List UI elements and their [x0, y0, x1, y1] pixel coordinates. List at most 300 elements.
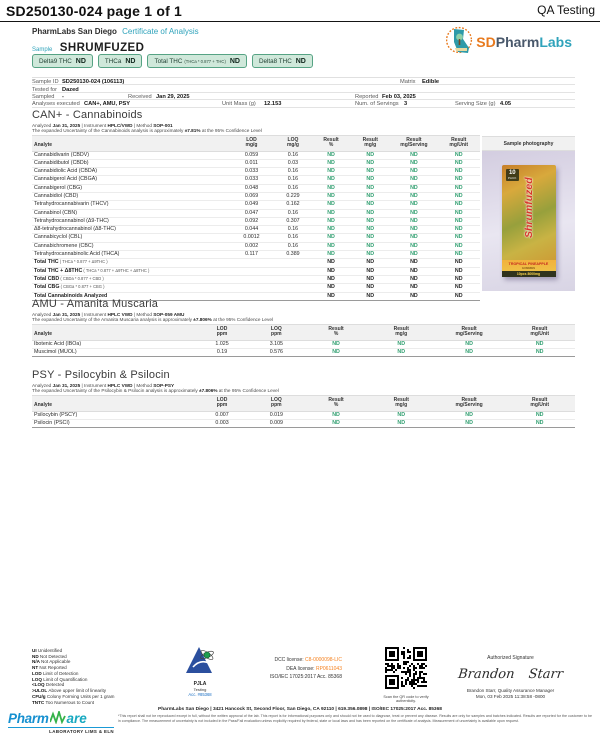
result-cell: 0.03 — [274, 159, 312, 167]
pjla-sub: Testing — [193, 687, 207, 692]
analyte-name: Cannabidibutol (CBDb) — [32, 159, 229, 167]
pjla-accreditation — [168, 645, 232, 697]
analyte-name: Total THC + Δ8THC ( THCa * 0.877 + Δ9THC + Δ8THC ) — [32, 267, 229, 275]
uncertainty-post: at the 95% Confidence Level — [217, 388, 279, 393]
section-uncertainty — [32, 388, 575, 393]
result-cell: 0.0012 — [229, 234, 274, 242]
sample-info-row — [32, 93, 575, 100]
result-cell: 0.389 — [274, 251, 312, 259]
legend-abbr: TNTC — [32, 699, 46, 705]
result-cell: 0.033 — [229, 168, 274, 176]
thc-badge — [147, 54, 246, 68]
table-row — [32, 411, 575, 419]
table-row — [32, 192, 480, 200]
dcc-license-line — [246, 656, 342, 665]
legend-abbr: CFU/g — [32, 693, 47, 699]
result-cell: ND — [350, 184, 390, 192]
thc-badges — [32, 54, 313, 68]
badge-value: ND — [229, 57, 240, 65]
analyte-name: Total Cannabinoids Analyzed — [32, 292, 229, 300]
table-row — [32, 217, 480, 225]
result-cell: ND — [390, 159, 437, 167]
badge-value: ND — [295, 57, 306, 65]
legend-abbr: NT — [32, 665, 40, 671]
legend-desc: Unidentified — [37, 648, 63, 653]
section-cannabinoids — [32, 109, 480, 301]
table-row — [32, 275, 480, 283]
result-cell: ND — [312, 275, 350, 283]
result-cell: ND — [437, 284, 480, 292]
result-cell: ND — [437, 234, 480, 242]
result-cell: 0.002 — [229, 242, 274, 250]
result-cell: 0.047 — [229, 209, 274, 217]
result-cell: ND — [312, 226, 350, 234]
legend-desc: Detected — [45, 682, 65, 688]
result-cell: ND — [437, 151, 480, 159]
meta-part: Analyzed — [32, 311, 53, 317]
result-cell: ND — [434, 348, 505, 356]
result-cell: 3.105 — [249, 340, 303, 348]
result-cell: ND — [437, 176, 480, 184]
table-row — [32, 226, 480, 234]
result-cell — [274, 259, 312, 267]
analyte-name: Total CBD ( CBDa * 0.877 + CBD ) — [32, 275, 229, 283]
result-cell: ND — [437, 275, 480, 283]
result-cell: 0.16 — [274, 168, 312, 176]
qr-code — [376, 647, 436, 694]
unit-mass-label: Unit Mass (g) — [222, 101, 256, 108]
result-cell: ND — [312, 176, 350, 184]
header-divider — [0, 21, 600, 22]
uncertainty-post: at the 95% Confidence Level — [211, 317, 274, 322]
result-cell: ND — [390, 259, 437, 267]
sample-id-value: SD250130-024 (106113) — [62, 79, 125, 86]
result-cell: ND — [312, 168, 350, 176]
result-cell: ND — [350, 226, 390, 234]
result-cell: 1.025 — [195, 340, 249, 348]
result-cell: ND — [390, 184, 437, 192]
result-cell: ND — [312, 251, 350, 259]
result-cell: ND — [303, 348, 368, 356]
result-cell: ND — [437, 201, 480, 209]
analyte-formula: ( THCa * 0.877 + Δ9THC + Δ8THC ) — [82, 267, 150, 273]
meta-part: SOP-PSY — [153, 382, 175, 388]
result-cell: ND — [437, 259, 480, 267]
result-cell: 0.009 — [249, 419, 303, 427]
product-photo — [482, 151, 575, 291]
analyte-name: Cannabichromene (CBC) — [32, 242, 229, 250]
pharmware-are: are — [66, 711, 87, 726]
servings-label: Num. of Servings — [355, 101, 399, 108]
result-cell: ND — [312, 242, 350, 250]
result-cell: ND — [437, 251, 480, 259]
result-cell: 0.229 — [274, 192, 312, 200]
table-row — [32, 348, 575, 356]
result-cell: ND — [504, 340, 575, 348]
result-cell: ND — [369, 419, 434, 427]
signature-script: Brandon Starr — [457, 667, 564, 682]
logo-sd: SD — [476, 33, 496, 50]
result-cell: 0.003 — [195, 419, 249, 427]
uncertainty-pre: The expanded Uncertainty of the Cannabinoids analysis is approximately — [32, 128, 185, 133]
pharmware-pulse-icon — [50, 711, 66, 724]
legend-desc: Not Reported — [39, 665, 67, 671]
analyte-name: Psilocybin (PSCY) — [32, 411, 195, 419]
analyte-name: Ibotenic Acid (IBOa) — [32, 340, 195, 348]
result-cell: 0.059 — [229, 151, 274, 159]
result-cell: ND — [312, 259, 350, 267]
lab-address-line: PharmLabs San Diego | 3421 Hancock St, Second Floor, San Diego, CA 92110 | 619.356.0898 | ISO/IEC 17025:2017 Acc. 85368 — [158, 707, 442, 712]
uncertainty-post: at the 95% Confidence Level — [200, 128, 262, 133]
tested-for-value: Dazed — [62, 86, 79, 93]
result-cell: ND — [434, 419, 505, 427]
result-cell: ND — [312, 217, 350, 225]
sample-id-label: Sample ID — [32, 79, 59, 86]
analyte-formula: ( THCa * 0.877 + Δ9THC ) — [58, 259, 108, 265]
result-cell: 0.033 — [229, 176, 274, 184]
result-cell: ND — [350, 267, 390, 275]
column-header: Result mg/Serving — [434, 325, 505, 341]
table-row — [32, 267, 480, 275]
dcc-license-label: DCC license: — [274, 657, 304, 663]
legend-desc: Too Numerous to Count — [45, 699, 95, 705]
section-title: CAN+ - Cannabinoids — [32, 109, 143, 121]
result-cell — [274, 284, 312, 292]
meta-part: Analyzed — [32, 122, 53, 128]
column-header: LOQ mg/g — [274, 136, 312, 152]
badge-formula: (THCa * 0.877 + THC) — [184, 58, 226, 64]
result-cell: ND — [390, 201, 437, 209]
certificate-of-analysis-label: Certificate of Analysis — [122, 27, 199, 36]
iso-accreditation-line: ISO/IEC 17025:2017 Acc. 85368 — [269, 674, 342, 680]
result-cell: ND — [390, 209, 437, 217]
result-cell: ND — [350, 292, 390, 300]
result-cell: 0.092 — [229, 217, 274, 225]
lab-title-line — [32, 27, 199, 36]
tested-for-label: Tested for — [32, 86, 57, 93]
badge-label: THCa — [104, 57, 122, 65]
result-cell — [229, 275, 274, 283]
result-cell: ND — [390, 284, 437, 292]
qr-caption: Scan the QR code to verify authenticity. — [383, 695, 429, 703]
analyte-name: Muscimol (MUOL) — [32, 348, 195, 356]
result-cell: ND — [350, 275, 390, 283]
column-header: LOD mg/g — [229, 136, 274, 152]
sample-photography-panel — [482, 136, 575, 291]
signature-datetime: Mon, 03 Feb 2025 11:38:58 -0800 — [475, 694, 546, 699]
result-cell: ND — [303, 419, 368, 427]
sample-label: Sample — [32, 47, 53, 53]
table-row — [32, 159, 480, 167]
analyte-name: Δ8-tetrahydrocannabinol (Δ8-THC) — [32, 226, 229, 234]
result-cell: ND — [437, 217, 480, 225]
analyte-name: Cannabidiol (CBD) — [32, 192, 229, 200]
product-package — [502, 165, 556, 277]
analyte-name: Cannabidivarin (CBDV) — [32, 151, 229, 159]
result-cell — [274, 275, 312, 283]
column-header: Result mg/g — [369, 325, 434, 341]
table-header-row — [32, 136, 480, 152]
photo-column-header: Sample photography — [482, 136, 575, 151]
result-cell: ND — [312, 267, 350, 275]
reported-value: Feb 03, 2025 — [382, 93, 416, 100]
column-header: LOQ ppm — [249, 396, 303, 412]
analyses-label: Analyses executed — [32, 101, 80, 108]
result-cell: ND — [504, 348, 575, 356]
result-cell: ND — [437, 159, 480, 167]
result-cell: ND — [390, 192, 437, 200]
package-flavor-band — [502, 260, 556, 278]
pharmware-logo — [8, 711, 114, 734]
table-row — [32, 176, 480, 184]
meta-part: HPLC VWD — [107, 311, 133, 317]
thc-badge — [98, 54, 143, 68]
result-cell: ND — [350, 242, 390, 250]
result-cell: 0.019 — [249, 411, 303, 419]
analyses-value: CAN+, AMU, PSY — [84, 101, 131, 108]
badge-value: ND — [75, 57, 86, 65]
pjla-accreditation-number: Acc. #85368 — [188, 692, 212, 697]
unit-mass-value: 12.153 — [264, 101, 282, 108]
result-cell: ND — [350, 159, 390, 167]
table-row — [32, 242, 480, 250]
sdpharmlabs-logo — [446, 26, 572, 57]
result-cell: ND — [350, 217, 390, 225]
result-cell: ND — [303, 340, 368, 348]
result-cell — [229, 259, 274, 267]
legend-abbr: ND — [32, 653, 40, 659]
matrix-value: Edible — [422, 79, 440, 86]
result-cell: 0.16 — [274, 176, 312, 184]
legend-abbr: LOD — [32, 670, 43, 676]
signature-block — [438, 655, 583, 699]
meta-part: | Method — [132, 122, 154, 128]
serving-size-label: Serving Size (g) — [455, 101, 496, 108]
matrix-label: Matrix — [400, 79, 416, 86]
qr-block — [376, 647, 436, 703]
result-cell: ND — [312, 201, 350, 209]
pharmware-subtitle: LABORATORY LIMS & ELN — [49, 729, 114, 734]
result-cell: ND — [312, 209, 350, 217]
result-cell: ND — [312, 192, 350, 200]
result-cell: 0.16 — [274, 151, 312, 159]
serving-size-value: 4.05 — [500, 101, 512, 108]
doc-id: SD250130-024 page 1 of 1 — [6, 3, 183, 19]
reported-label: Reported — [355, 93, 379, 100]
badge-label: Delta9 THC — [39, 57, 72, 65]
result-cell: ND — [390, 267, 437, 275]
result-cell: ND — [434, 411, 505, 419]
table-row — [32, 201, 480, 209]
section-uncertainty — [32, 317, 575, 322]
column-header: Result mg/Unit — [437, 136, 480, 152]
meta-part: Jan 31, 2025 — [52, 311, 81, 317]
result-cell: ND — [350, 259, 390, 267]
result-cell: ND — [437, 184, 480, 192]
column-header: Result % — [303, 325, 368, 341]
logo-pharm: Pharm — [495, 33, 540, 50]
table-row — [32, 284, 480, 292]
received-label: Received — [128, 93, 152, 100]
analyte-name: Tetrahydrocannabivarin (THCV) — [32, 201, 229, 209]
result-cell: ND — [504, 419, 575, 427]
uncertainty-pre: The expanded Uncertainty of the Psilocybin & Psilocin analysis is approximately — [32, 388, 200, 393]
meta-part: | Instrument — [80, 311, 108, 317]
section-title: AMU - Amanita Muscaria — [32, 298, 159, 310]
result-cell: 0.16 — [274, 226, 312, 234]
result-cell: ND — [390, 217, 437, 225]
section-amanita-muscaria — [32, 298, 575, 357]
result-cell: 0.16 — [274, 234, 312, 242]
legend-desc: Limit of Quantification — [43, 676, 88, 682]
package-flavor: TROPICAL PINEAPPLE — [508, 261, 549, 266]
result-cell: ND — [350, 176, 390, 184]
sample-name: SHRUMFUZED — [59, 42, 145, 54]
table-row — [32, 151, 480, 159]
section-psilocybin — [32, 369, 575, 428]
result-cell: ND — [312, 234, 350, 242]
result-cell: ND — [312, 184, 350, 192]
signer-name-title: Brandon Starr, Quality Assurance Manager — [466, 688, 555, 693]
table-header-row — [32, 396, 575, 412]
result-cell: 0.007 — [195, 411, 249, 419]
analyte-name: Total THC ( THCa * 0.877 + Δ9THC ) — [32, 259, 229, 267]
result-cell: ND — [437, 168, 480, 176]
result-cell: ND — [437, 192, 480, 200]
result-cell: ND — [390, 251, 437, 259]
column-header: Analyte — [32, 325, 195, 341]
meta-part: | Method — [132, 311, 154, 317]
legend-desc: Limit of Detection — [42, 670, 79, 676]
sampled-label: Sampled — [32, 93, 55, 100]
qa-testing-label: QA Testing — [537, 3, 595, 17]
pharmware-wordmark — [8, 711, 114, 728]
result-cell: ND — [350, 234, 390, 242]
result-cell: ND — [390, 275, 437, 283]
legend-abbr: <LOQ — [32, 682, 46, 688]
analyte-formula: ( CBGa * 0.877 + CBG ) — [59, 284, 105, 290]
meta-part: SOP-059 AMU — [153, 311, 185, 317]
column-header: Result mg/Unit — [504, 325, 575, 341]
analyte-name: Total CBG ( CBGa * 0.877 + CBG ) — [32, 284, 229, 292]
legend-abbr: N/A — [32, 659, 42, 665]
sample-info-row — [32, 85, 575, 92]
result-cell: ND — [350, 168, 390, 176]
received-value: Jan 29, 2025 — [156, 93, 190, 100]
table-row — [32, 168, 480, 176]
result-cell: ND — [390, 242, 437, 250]
meta-part: HPLC VWD — [107, 382, 133, 388]
badge-label: Total THC — [154, 57, 183, 65]
legend-desc: Above upper limit of linearity — [48, 688, 107, 694]
result-cell: ND — [303, 411, 368, 419]
pjla-logo-icon — [183, 645, 217, 675]
column-header: LOD ppm — [195, 396, 249, 412]
legend-item — [32, 700, 114, 706]
analyte-name: Cannabigerol (CBG) — [32, 184, 229, 192]
meta-part: | Method — [132, 382, 154, 388]
result-cell — [229, 284, 274, 292]
result-cell: ND — [390, 168, 437, 176]
pharmware-pharm: Pharm — [8, 711, 49, 726]
result-cell: ND — [350, 192, 390, 200]
legend-desc: Not Detected — [39, 653, 67, 659]
section-title: PSY - Psilocybin & Psilocin — [32, 369, 170, 381]
authorized-signature-label: Authorized Signature — [487, 655, 534, 661]
result-cell: ND — [437, 292, 480, 300]
meta-part: Jan 31, 2025 — [52, 122, 81, 128]
column-header: LOD ppm — [195, 325, 249, 341]
result-cell: ND — [504, 411, 575, 419]
column-header: Analyte — [32, 396, 195, 412]
analyte-formula: ( CBDa * 0.877 + CBD ) — [59, 275, 104, 281]
section-meta — [32, 383, 575, 388]
meta-part: Analyzed — [32, 382, 53, 388]
pharmlabs-state-icon — [446, 26, 473, 57]
column-header: Result mg/Unit — [504, 396, 575, 412]
analyte-name: Tetrahydrocannabinol (Δ9-THC) — [32, 217, 229, 225]
column-header: Result mg/g — [350, 136, 390, 152]
result-cell: ND — [390, 234, 437, 242]
meta-part: | Instrument — [80, 382, 108, 388]
badge-label: Delta8 THC — [258, 57, 292, 65]
license-block — [246, 656, 342, 682]
result-cell: ND — [437, 267, 480, 275]
disclaimer-text: *This report shall not be reproduced except in full, without the written approval of the lab. This report is for informational purposes only and should not be used to diagnose, treat or prevent any disease. Results are only for samples and batches indicated. Results are reported for the customer to be in compliance. The measurement of uncertainty is not included in the Pass/Fail evaluation unless explicitly required by federal, state or local laws and has been reported on the certificate of analysis. Measurement of uncertainty is available upon request. — [118, 714, 592, 723]
sample-info-block — [32, 77, 575, 108]
uncertainty-value: ±7.806% — [193, 317, 212, 322]
result-cell: 0.069 — [229, 192, 274, 200]
column-header: Result % — [312, 136, 350, 152]
result-cell: ND — [437, 226, 480, 234]
package-flavor-sub: GUMMIES — [521, 265, 536, 270]
table-row — [32, 259, 480, 267]
servings-value: 3 — [404, 101, 408, 108]
result-cell: ND — [390, 292, 437, 300]
section-uncertainty — [32, 128, 480, 133]
pjla-name: PJLA — [193, 681, 207, 687]
meta-part: | Instrument — [80, 122, 108, 128]
result-cell: 0.011 — [229, 159, 274, 167]
result-cell: 0.117 — [229, 251, 274, 259]
meta-part: SOP-001 — [153, 122, 173, 128]
section-meta — [32, 123, 480, 128]
result-cell: ND — [434, 340, 505, 348]
package-brand-vertical: Shrumfuzed — [522, 177, 535, 239]
table-row — [32, 234, 480, 242]
lab-name: PharmLabs San Diego — [32, 27, 117, 36]
result-cell: 0.162 — [274, 201, 312, 209]
result-cell: 0.16 — [274, 184, 312, 192]
dea-license-value: RP0611043 — [315, 665, 342, 672]
dcc-license-value: C8-0000098-LIC — [305, 657, 342, 663]
amanita-table — [32, 324, 575, 357]
pack-count: 10 — [508, 170, 516, 176]
result-cell: ND — [437, 209, 480, 217]
top-header — [6, 3, 595, 19]
column-header: Analyte — [32, 136, 229, 152]
result-cell: ND — [350, 284, 390, 292]
result-cell: 0.048 — [229, 184, 274, 192]
table-row — [32, 340, 575, 348]
table-row — [32, 209, 480, 217]
result-cell: ND — [369, 411, 434, 419]
result-cell: ND — [350, 151, 390, 159]
section-meta — [32, 312, 575, 317]
result-cell: ND — [312, 284, 350, 292]
legend-abbr: UI — [32, 648, 38, 653]
result-cell: ND — [390, 151, 437, 159]
